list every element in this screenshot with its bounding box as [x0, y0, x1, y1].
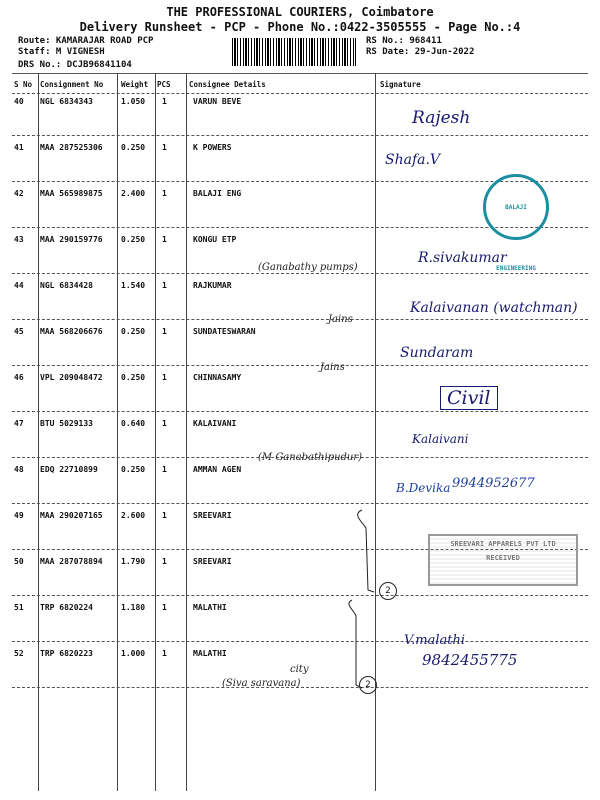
rs-number: RS No.: 968411 [366, 36, 442, 46]
sno-cell: 47 [14, 419, 24, 428]
quantity-mark: 2 [359, 676, 377, 694]
signature: 9944952677 [452, 476, 535, 491]
weight-cell: 0.250 [121, 143, 146, 152]
received-stamp: SREEVARI APPARELS PVT LTD RECEIVED [428, 534, 578, 586]
consignee-cell: SREEVARI [193, 511, 232, 520]
weight-cell: 0.640 [121, 419, 146, 428]
consignee-cell: RAJKUMAR [193, 281, 232, 290]
weight-cell: 1.000 [121, 649, 146, 658]
signature: R.sivakumar [418, 250, 507, 266]
handwritten-note: Jains [328, 314, 353, 325]
row-divider [12, 319, 588, 320]
pcs-cell: 1 [162, 557, 167, 566]
sno-cell: 52 [14, 649, 24, 658]
weight-cell: 1.790 [121, 557, 146, 566]
staff-label: Staff: M VIGNESH [18, 47, 105, 57]
handwritten-note: (Siva saravana) [222, 678, 301, 689]
handwritten-note: (M Ganabathipudur) [258, 452, 363, 463]
header-bottom-rule [12, 93, 588, 94]
consignee-cell: CHINNASAMY [193, 373, 242, 382]
signature: B.Devika [396, 481, 451, 495]
row-divider [12, 411, 588, 412]
row-divider [12, 641, 588, 642]
consignment-cell: NGL 6834428 [40, 281, 93, 290]
consignment-cell: MAA 287078894 [40, 557, 103, 566]
pcs-cell: 1 [162, 465, 167, 474]
table-row [0, 373, 600, 419]
consignment-cell: MAA 290207165 [40, 511, 103, 520]
consignee-cell: AMMAN AGEN [193, 465, 242, 474]
pcs-cell: 1 [162, 143, 167, 152]
pcs-cell: 1 [162, 97, 167, 106]
signature: Rajesh [412, 108, 471, 128]
weight-cell: 1.050 [121, 97, 146, 106]
pcs-cell: 1 [162, 235, 167, 244]
col-consignee: Consignee Details [189, 80, 266, 89]
sno-cell: 41 [14, 143, 24, 152]
rs-date: RS Date: 29-Jun-2022 [366, 47, 475, 57]
table-row [0, 97, 600, 143]
pcs-cell: 1 [162, 419, 167, 428]
consignee-cell: VARUN BEVE [193, 97, 242, 106]
weight-cell: 2.600 [121, 511, 146, 520]
consignee-cell: SUNDATESWARAN [193, 327, 256, 336]
handwritten-note: (Ganabathy pumps) [258, 262, 358, 273]
weight-cell: 0.250 [121, 373, 146, 382]
sno-cell: 51 [14, 603, 24, 612]
col-weight: Weight [121, 80, 149, 89]
weight-cell: 1.540 [121, 281, 146, 290]
sno-cell: 50 [14, 557, 24, 566]
bracket-lines [340, 500, 380, 700]
pcs-cell: 1 [162, 649, 167, 658]
consignee-cell: KALAIVANI [193, 419, 237, 428]
header-top-rule [12, 73, 588, 74]
col-sno: S No [14, 80, 33, 89]
sno-cell: 44 [14, 281, 24, 290]
weight-cell: 0.250 [121, 465, 146, 474]
handwritten-note: city [290, 664, 309, 675]
weight-cell: 0.250 [121, 327, 146, 336]
sno-cell: 48 [14, 465, 24, 474]
runsheet-subtitle: Delivery Runsheet - PCP - Phone No.:0422-3505555 - Page No.:4 [79, 20, 521, 34]
signature: Sundaram [400, 345, 474, 361]
row-divider [12, 503, 588, 504]
consignment-cell: EDQ 22710899 [40, 465, 98, 474]
consignment-cell: BTU 5029133 [40, 419, 93, 428]
consignment-cell: MAA 565989875 [40, 189, 103, 198]
weight-cell: 0.250 [121, 235, 146, 244]
signature: Kalaivani [412, 432, 469, 446]
signature: Kalaivanan (watchman) [410, 300, 578, 316]
quantity-mark: 2 [379, 582, 397, 600]
weight-cell: 2.400 [121, 189, 146, 198]
consignment-cell: MAA 287525306 [40, 143, 103, 152]
sno-cell: 40 [14, 97, 24, 106]
route-label: Route: KAMARAJAR ROAD PCP [18, 36, 154, 46]
consignment-cell: TRP 6820224 [40, 603, 93, 612]
pcs-cell: 1 [162, 373, 167, 382]
consignment-cell: MAA 290159776 [40, 235, 103, 244]
pcs-cell: 1 [162, 189, 167, 198]
consignment-cell: MAA 568206676 [40, 327, 103, 336]
consignment-cell: NGL 6834343 [40, 97, 93, 106]
consignee-cell: BALAJI ENG [193, 189, 242, 198]
drs-label: DRS No.: DCJB96841104 [18, 60, 132, 70]
pcs-cell: 1 [162, 603, 167, 612]
company-stamp: BALAJI ENGINEERING [483, 174, 549, 240]
consignee-cell: SREEVARI [193, 557, 232, 566]
signature: Civil [440, 386, 498, 410]
weight-cell: 1.180 [121, 603, 146, 612]
sno-cell: 49 [14, 511, 24, 520]
pcs-cell: 1 [162, 281, 167, 290]
consignee-cell: K POWERS [193, 143, 232, 152]
consignee-cell: MALATHI [193, 603, 227, 612]
sno-cell: 46 [14, 373, 24, 382]
consignee-cell: MALATHI [193, 649, 227, 658]
row-divider [12, 135, 588, 136]
handwritten-note: Jains [320, 362, 345, 373]
row-divider [12, 595, 588, 596]
sno-cell: 43 [14, 235, 24, 244]
signature: 9842455775 [422, 651, 518, 669]
col-consignment: Consignment No [40, 80, 104, 89]
consignment-cell: VPL 209048472 [40, 373, 103, 382]
company-title: THE PROFESSIONAL COURIERS, Coimbatore [166, 5, 434, 19]
table-row [0, 603, 600, 649]
pcs-cell: 1 [162, 327, 167, 336]
table-row [0, 327, 600, 373]
row-divider [12, 365, 588, 366]
signature: Shafa.V [385, 152, 441, 168]
col-pcs: PCS [157, 80, 171, 89]
consignee-cell: KONGU ETP [193, 235, 237, 244]
sno-cell: 42 [14, 189, 24, 198]
barcode [232, 38, 356, 66]
consignment-cell: TRP 6820223 [40, 649, 93, 658]
sno-cell: 45 [14, 327, 24, 336]
pcs-cell: 1 [162, 511, 167, 520]
signature: V.malathi [404, 633, 465, 648]
col-signature: Signature [380, 80, 421, 89]
